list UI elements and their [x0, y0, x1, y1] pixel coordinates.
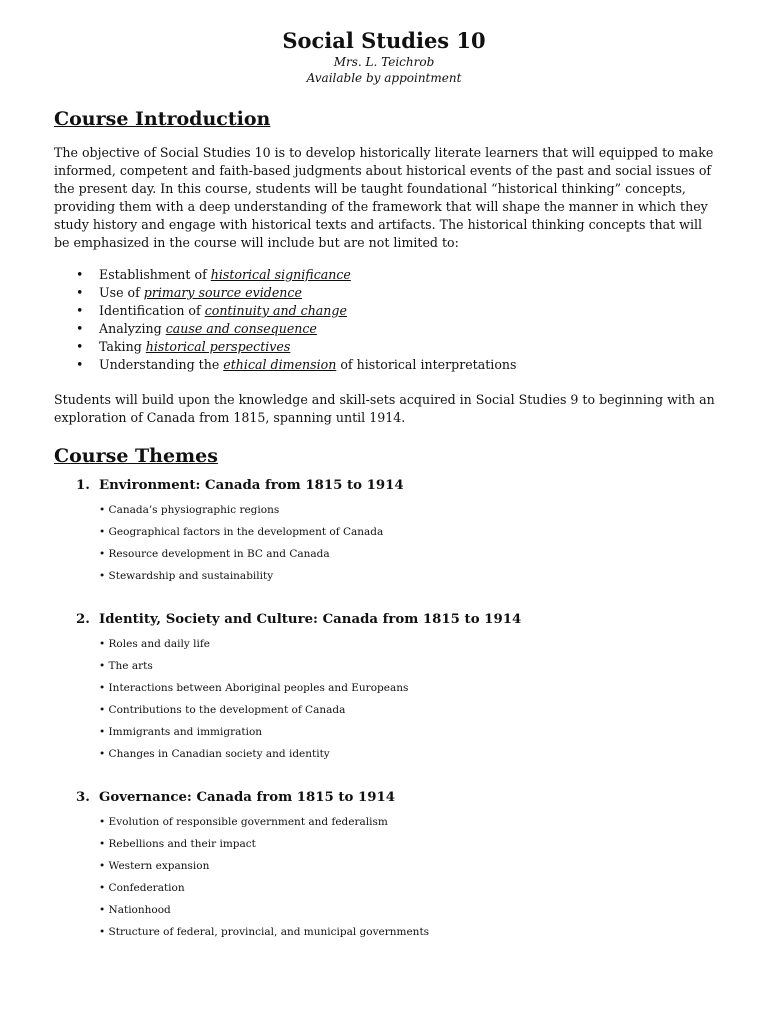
theme-number: 3.	[76, 790, 90, 805]
theme-1-heading	[76, 478, 404, 493]
topic-item: • Nationhood	[99, 904, 171, 916]
theme-number: 1.	[76, 478, 90, 493]
concept-item	[76, 284, 516, 302]
theme-1-topics	[99, 502, 383, 590]
concept-text: Understanding the	[99, 357, 224, 372]
concept-text: Taking	[99, 339, 146, 354]
concept-text: Identification of	[99, 303, 205, 318]
topic-item: • Changes in Canadian society and identity	[99, 748, 330, 760]
bullet-marker: •	[76, 267, 84, 282]
concept-text: Establishment of	[99, 267, 211, 282]
closing-paragraph: Students will build upon the knowledge and skill-sets acquired in Social Studies 9 to beginning with an exploration of Canada from 1815, spanning until 1914.	[54, 392, 715, 425]
bullet-marker: •	[76, 357, 84, 372]
theme-3-topics	[99, 814, 429, 946]
concept-term: ethical dimension	[223, 357, 337, 372]
topic-item: • Roles and daily life	[99, 638, 210, 650]
topic-item: • Structure of federal, provincial, and municipal governments	[99, 926, 430, 938]
topic-item: • Resource development in BC and Canada	[99, 548, 330, 560]
teacher-name: Mrs. L. Teichrob	[333, 55, 435, 69]
theme-2-heading	[76, 612, 521, 627]
theme-title: Governance: Canada from 1815 to 1914	[99, 790, 396, 805]
topic-item: • Interactions between Aboriginal peoples and Europeans	[99, 682, 409, 694]
topic-item: • Contributions to the development of Canada	[99, 704, 346, 716]
topic-item: • Stewardship and sustainability	[99, 570, 274, 582]
topic-item: • Immigrants and immigration	[99, 726, 263, 738]
topic-item: • Evolution of responsible government and federalism	[99, 816, 388, 828]
topic-item: • The arts	[99, 660, 153, 672]
concept-item	[76, 320, 516, 338]
concept-term: historical significance	[210, 267, 351, 282]
bullet-marker: •	[76, 339, 84, 354]
concept-item	[76, 356, 516, 374]
bullet-marker: •	[76, 285, 84, 300]
course-introduction-heading: Course Introduction	[54, 108, 271, 130]
thinking-concepts-list	[76, 266, 516, 374]
topic-item: • Rebellions and their impact	[99, 838, 256, 850]
concept-term: cause and consequence	[165, 321, 317, 336]
intro-paragraph: The objective of Social Studies 10 is to develop historically literate learners that will equipped to make informed, competent and faith-based judgments about historical events of the past and social issues of the present day. In this course, students will be taught foundational “historical thinking” concepts, providing them with a deep understanding of the framework that will shape the manner in which they study history and engage with historical texts and artifacts. The historical thinking concepts that will be emphasized in the course will include but are not limited to:	[54, 145, 714, 250]
concept-term: primary source evidence	[143, 285, 302, 300]
theme-2-topics	[99, 636, 408, 768]
bullet-marker: •	[76, 321, 84, 336]
theme-3-heading	[76, 790, 395, 805]
concept-text: of historical interpretations	[336, 357, 517, 372]
concept-item	[76, 338, 516, 356]
page-title: Social Studies 10	[282, 28, 486, 53]
concept-item	[76, 302, 516, 320]
theme-title: Identity, Society and Culture: Canada from 1815 to 1914	[99, 612, 522, 627]
topic-item: • Western expansion	[99, 860, 210, 872]
concept-term: continuity and change	[204, 303, 347, 318]
course-themes-heading: Course Themes	[54, 445, 218, 467]
bullet-marker: •	[76, 303, 84, 318]
topic-item: • Canada’s physiographic regions	[99, 504, 280, 516]
concept-text: Analyzing	[99, 321, 166, 336]
theme-title: Environment: Canada from 1815 to 1914	[99, 478, 404, 493]
topic-item: • Confederation	[99, 882, 185, 894]
availability-note: Available by appointment	[306, 71, 462, 85]
topic-item: • Geographical factors in the development of Canada	[99, 526, 384, 538]
concept-item	[76, 266, 516, 284]
concept-text: Use of	[99, 285, 144, 300]
theme-number: 2.	[76, 612, 90, 627]
concept-term: historical perspectives	[145, 339, 291, 354]
